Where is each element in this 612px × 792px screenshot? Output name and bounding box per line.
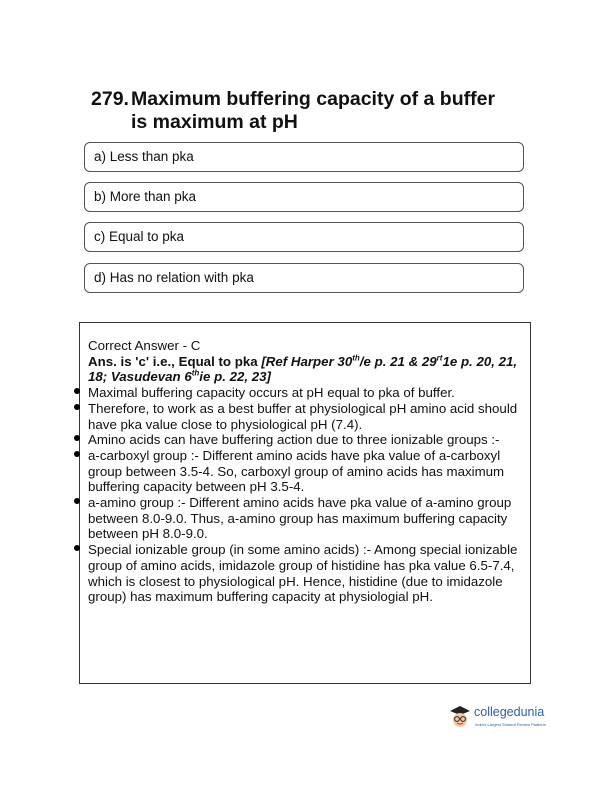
- question-text-line-2: is maximum at pH: [131, 111, 298, 133]
- brand-tagline: India's Largest Student Review Platform: [475, 722, 547, 727]
- correct-answer: Correct Answer - C: [88, 338, 201, 353]
- brand-name: collegedunia: [474, 705, 545, 719]
- question-number: 279.: [91, 88, 129, 110]
- bullet-icon: [74, 435, 80, 441]
- list-item: Amino acids can have buffering action due to three ionizable groups :-: [88, 432, 524, 448]
- answer-box: [79, 322, 531, 684]
- option-b[interactable]: b) More than pka: [84, 182, 524, 212]
- list-item: Therefore, to work as a best buffer at physiological pH amino acid should have pka value close to physiological pH (7.4).: [88, 401, 524, 432]
- option-a[interactable]: a) Less than pka: [84, 142, 524, 172]
- explanation-list: [88, 385, 524, 605]
- option-d[interactable]: d) Has no relation with pka: [84, 263, 524, 293]
- question-text-line-1: Maximum buffering capacity of a buffer: [131, 88, 496, 110]
- bullet-icon: [74, 404, 80, 410]
- mascot-icon: [448, 704, 472, 730]
- list-item: a-amino group :- Different amino acids have pka value of a-amino group between 8.0-9.0. Thus, a-amino group has maximum buffering capacity between pH 8.0-9.0.: [88, 495, 524, 542]
- option-c[interactable]: c) Equal to pka: [84, 222, 524, 252]
- bullet-icon: [74, 545, 80, 551]
- list-item: Special ionizable group (in some amino acids) :- Among special ionizable group of amino acids, imidazole group of histidine has pka value 6.5-7.4, which is closest to physiological pH. Hence, histidine (due to imidazole group) has maximum buffering capacity at physiologial pH.: [88, 542, 524, 605]
- list-item: a-carboxyl group :- Different amino acids have pka value of a-carboxyl group between 3.5-4. So, carboxyl group of amino acids has maximum buffering capacity between pH 3.5-4.: [88, 448, 524, 495]
- answer-reference: [88, 354, 524, 385]
- collegedunia-logo[interactable]: [448, 701, 568, 733]
- bullet-icon: [74, 451, 80, 457]
- list-item: Maximal buffering capacity occurs at pH equal to pka of buffer.: [88, 385, 524, 401]
- answer-statement: Ans. is 'c' i.e., Equal to pka: [88, 353, 262, 369]
- bullet-icon: [74, 498, 80, 504]
- bullet-icon: [74, 388, 80, 394]
- reference-citation: [Ref Harper 30th/e p. 21 & $29^{rt}1e$ p. 20, 21, 18; Vasudevan 6thie p. 22, 23]: [88, 353, 518, 385]
